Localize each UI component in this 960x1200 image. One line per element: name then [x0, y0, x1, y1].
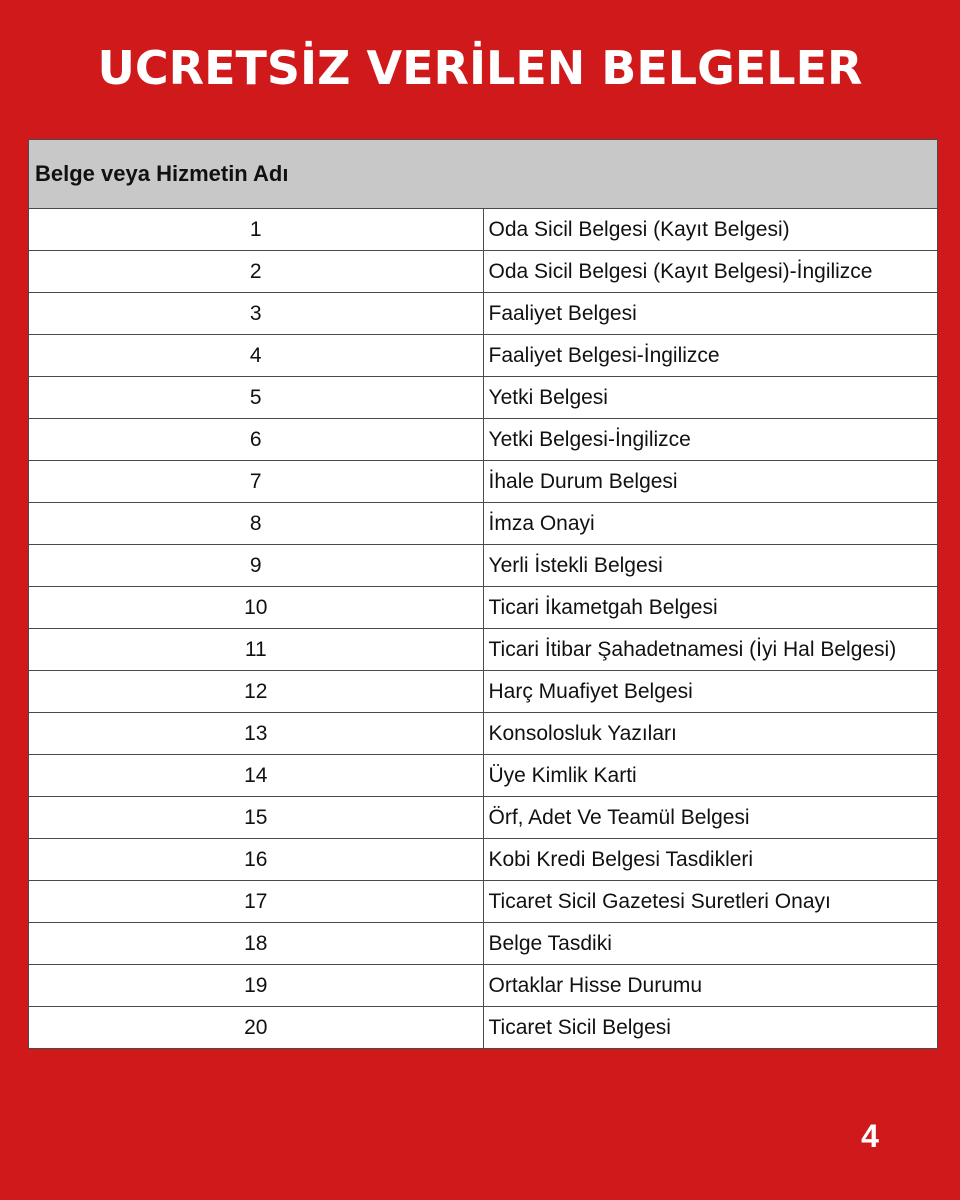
table-row [29, 545, 938, 587]
row-number: 4 [29, 335, 484, 377]
row-number: 16 [29, 839, 484, 881]
row-number: 12 [29, 671, 484, 713]
row-number: 1 [29, 209, 484, 251]
document-name: Ortaklar Hisse Durumu [483, 965, 938, 1007]
table-body [29, 209, 938, 1049]
document-name: Ticaret Sicil Belgesi [483, 1007, 938, 1049]
row-number: 6 [29, 419, 484, 461]
document-name: Belge Tasdiki [483, 923, 938, 965]
table-row [29, 965, 938, 1007]
row-number: 18 [29, 923, 484, 965]
document-name: Örf, Adet Ve Teamül Belgesi [483, 797, 938, 839]
document-name: Oda Sicil Belgesi (Kayıt Belgesi) [483, 209, 938, 251]
table-row [29, 419, 938, 461]
row-number: 17 [29, 881, 484, 923]
table-row [29, 587, 938, 629]
row-number: 7 [29, 461, 484, 503]
table-row [29, 629, 938, 671]
table-row [29, 923, 938, 965]
table-row [29, 503, 938, 545]
row-number: 19 [29, 965, 484, 1007]
table-header: Belge veya Hizmetin Adı [29, 140, 938, 209]
document-name: Faaliyet Belgesi-İngilizce [483, 335, 938, 377]
document-name: Konsolosluk Yazıları [483, 713, 938, 755]
row-number: 10 [29, 587, 484, 629]
row-number: 13 [29, 713, 484, 755]
document-name: Ticari İkametgah Belgesi [483, 587, 938, 629]
document-name: Ticaret Sicil Gazetesi Suretleri Onayı [483, 881, 938, 923]
table-row [29, 713, 938, 755]
row-number: 15 [29, 797, 484, 839]
row-number: 5 [29, 377, 484, 419]
table-row [29, 671, 938, 713]
row-number: 3 [29, 293, 484, 335]
document-name: Yetki Belgesi [483, 377, 938, 419]
document-name: Yetki Belgesi-İngilizce [483, 419, 938, 461]
row-number: 2 [29, 251, 484, 293]
documents-table [28, 139, 938, 1049]
table-header-row [29, 140, 938, 209]
row-number: 9 [29, 545, 484, 587]
table-row [29, 755, 938, 797]
table-row [29, 1007, 938, 1049]
table-row [29, 881, 938, 923]
table-row [29, 293, 938, 335]
document-name: Üye Kimlik Karti [483, 755, 938, 797]
row-number: 14 [29, 755, 484, 797]
document-name: Faaliyet Belgesi [483, 293, 938, 335]
table-row [29, 335, 938, 377]
document-name: Oda Sicil Belgesi (Kayıt Belgesi)-İngilizce [483, 251, 938, 293]
document-name: Ticari İtibar Şahadetnamesi (İyi Hal Belgesi) [483, 629, 938, 671]
table-row [29, 461, 938, 503]
table-row [29, 209, 938, 251]
table-row [29, 251, 938, 293]
page-number: 4 [861, 1118, 879, 1154]
document-name: Kobi Kredi Belgesi Tasdikleri [483, 839, 938, 881]
row-number: 8 [29, 503, 484, 545]
document-name: İmza Onayi [483, 503, 938, 545]
row-number: 11 [29, 629, 484, 671]
table-row [29, 797, 938, 839]
table-row [29, 839, 938, 881]
row-number: 20 [29, 1007, 484, 1049]
page-title: UCRETSİZ VERİLEN BELGELER [97, 41, 863, 95]
document-name: İhale Durum Belgesi [483, 461, 938, 503]
document-name: Harç Muafiyet Belgesi [483, 671, 938, 713]
table-row [29, 377, 938, 419]
document-name: Yerli İstekli Belgesi [483, 545, 938, 587]
